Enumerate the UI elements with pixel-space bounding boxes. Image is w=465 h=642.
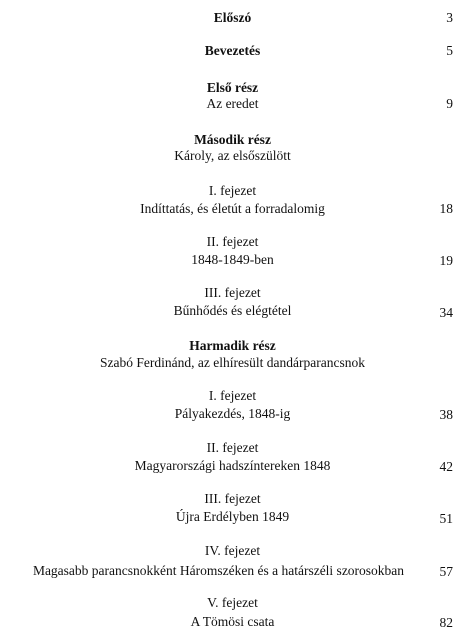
chapter-title: Magyarországi hadszíntereken 1848	[134, 458, 331, 473]
page-number: 3	[446, 10, 453, 25]
part-title: Az eredet	[206, 96, 259, 111]
page-number: 38	[439, 407, 453, 422]
part-title: Károly, az elsőszülött	[174, 148, 291, 163]
page-number: 57	[439, 564, 453, 579]
entry-title: Előszó	[213, 10, 252, 25]
page-number: 19	[439, 253, 453, 268]
page-number: 51	[439, 511, 453, 526]
chapter-label: IV. fejezet	[204, 543, 261, 558]
chapter-title: Magasabb parancsnokként Háromszéken és a határszéli szorosokban	[32, 563, 405, 578]
chapter-title: Újra Erdélyben 1849	[175, 509, 290, 524]
page-number: 34	[439, 305, 453, 320]
chapter-label: V. fejezet	[207, 595, 258, 610]
chapter-title: Pályakezdés, 1848-ig	[174, 406, 291, 421]
chapter-title: Bűnhődés és elégtétel	[173, 303, 292, 318]
chapter-title: A Tömösi csata	[190, 614, 275, 629]
page-number: 42	[439, 459, 453, 474]
page-number: 5	[446, 43, 453, 58]
chapter-label: I. fejezet	[208, 183, 257, 198]
part-heading: Harmadik rész	[189, 338, 276, 353]
chapter-label: II. fejezet	[206, 440, 259, 455]
entry-title: Bevezetés	[204, 43, 261, 58]
part-heading: Második rész	[194, 132, 271, 147]
part-title: Szabó Ferdinánd, az elhíresült dandárparancsnok	[99, 355, 366, 370]
chapter-title: 1848-1849-ben	[191, 252, 274, 267]
chapter-label: III. fejezet	[204, 285, 261, 300]
chapter-label: I. fejezet	[208, 388, 257, 403]
page-number: 18	[439, 201, 453, 216]
chapter-label: III. fejezet	[204, 491, 261, 506]
part-heading: Első rész	[206, 80, 259, 95]
chapter-title: Indíttatás, és életút a forradalomig	[140, 201, 325, 216]
page-number: 82	[439, 615, 453, 630]
page-number: 9	[446, 96, 453, 111]
chapter-label: II. fejezet	[206, 234, 259, 249]
